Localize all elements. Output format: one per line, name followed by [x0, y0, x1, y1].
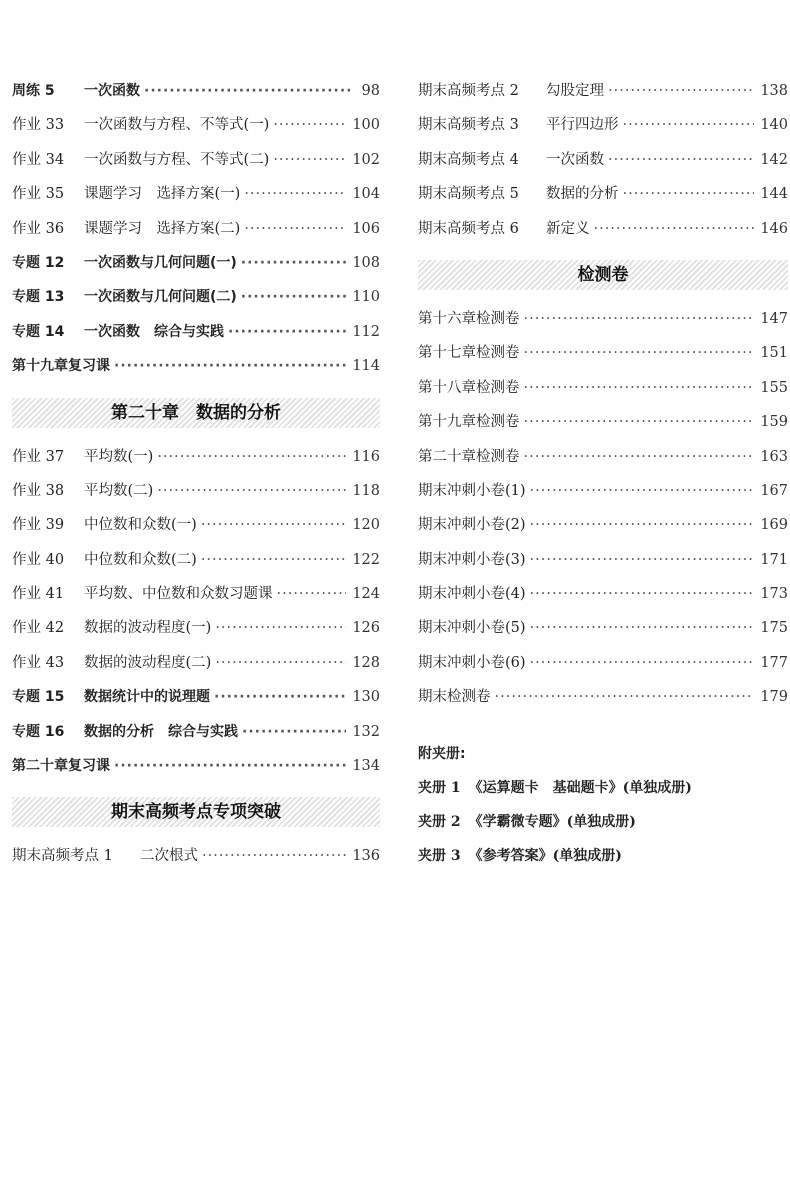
entry-page-number: 140 [760, 117, 788, 134]
leader-dots [608, 74, 754, 108]
entry-label: 专题 13 [12, 289, 65, 306]
toc-entry[interactable] [418, 212, 788, 246]
appendix-item-text: 《运算题卡 基础题卡》(单独成册) [468, 779, 692, 796]
leader-dots [524, 405, 755, 439]
entry-title: 数据的分析 [546, 186, 619, 203]
entry-page-number: 173 [760, 586, 788, 603]
entry-page-number: 126 [352, 620, 380, 637]
spacer [418, 246, 788, 260]
leader-dots [623, 177, 755, 211]
toc-entry[interactable] [418, 543, 788, 577]
entry-label: 作业 40 [12, 551, 65, 568]
entry-title: 期末冲刺小卷(1) [418, 482, 526, 499]
entry-title: 第十九章复习课 [12, 358, 110, 375]
entry-label: 期末高频考点 5 [418, 186, 519, 203]
toc-entry[interactable] [418, 474, 788, 508]
toc-entry[interactable] [418, 108, 788, 142]
entry-label: 作业 33 [12, 117, 65, 134]
entry-page-number: 98 [361, 83, 380, 99]
entry-label: 期末高频考点 2 [418, 83, 519, 99]
appendix-item[interactable] [418, 839, 788, 873]
entry-label: 专题 12 [12, 254, 65, 271]
entry-page-number: 102 [352, 151, 380, 168]
toc-entry[interactable] [12, 749, 380, 783]
leader-dots [215, 611, 346, 645]
leader-dots [524, 371, 755, 405]
entry-page-number: 120 [352, 517, 380, 534]
entry-label: 期末高频考点 4 [418, 151, 519, 168]
entry-label: 作业 37 [12, 448, 65, 465]
entry-title: 数据的分析 综合与实践 [84, 723, 238, 740]
test-papers-banner [418, 260, 788, 290]
toc-entry[interactable] [418, 302, 788, 336]
toc-entry[interactable] [12, 246, 380, 280]
entry-title: 第二十章检测卷 [418, 448, 520, 465]
entry-label: 期末高频考点 6 [418, 220, 519, 237]
entry-title: 课题学习 选择方案(一) [84, 186, 241, 203]
entry-page-number: 179 [760, 689, 788, 706]
spacer [12, 428, 380, 440]
toc-entry[interactable] [12, 474, 380, 508]
entry-title: 一次函数 [546, 151, 604, 168]
entry-title: 勾股定理 [546, 83, 604, 99]
entry-page-number: 128 [352, 654, 380, 671]
toc-entry[interactable] [418, 440, 788, 474]
entry-page-number: 155 [760, 379, 788, 396]
entry-label: 专题 14 [12, 323, 65, 340]
entry-page-number: 104 [352, 186, 380, 203]
toc-entry[interactable] [12, 440, 380, 474]
toc-entry[interactable] [418, 508, 788, 542]
spacer [418, 290, 788, 302]
entry-page-number: 142 [760, 151, 788, 168]
entry-page-number: 171 [760, 551, 788, 568]
toc-entry[interactable] [12, 315, 380, 349]
entry-title: 期末冲刺小卷(4) [418, 586, 526, 603]
leader-dots [144, 74, 350, 108]
appendix-heading: 附夹册: [418, 745, 466, 762]
entry-page-number: 130 [352, 689, 380, 706]
entry-label: 作业 34 [12, 151, 65, 168]
leader-dots [530, 543, 755, 577]
toc-entry[interactable] [12, 108, 380, 142]
entry-label: 期末高频考点 3 [418, 117, 519, 134]
entry-label: 作业 42 [12, 620, 65, 637]
entry-title: 一次函数 综合与实践 [84, 323, 224, 340]
appendix-item-label: 夹册 2 [418, 814, 461, 831]
entry-page-number: 167 [760, 482, 788, 499]
appendix-item[interactable] [418, 771, 788, 805]
entry-page-number: 118 [352, 482, 380, 499]
appendix-item-text: 《学霸微专题》(单独成册) [468, 814, 636, 831]
toc-entry[interactable] [12, 280, 380, 314]
toc-entry[interactable] [12, 543, 380, 577]
entry-page-number: 163 [760, 448, 788, 465]
section-banner-title: 检测卷 [577, 264, 629, 285]
entry-title: 二次根式 [140, 848, 198, 865]
entry-title: 期末冲刺小卷(6) [418, 654, 526, 671]
appendix-item[interactable] [418, 805, 788, 839]
leader-dots [530, 474, 755, 508]
toc-entry[interactable] [12, 715, 380, 749]
leader-dots [273, 143, 346, 177]
section-banner-title: 期末高频考点专项突破 [111, 802, 281, 823]
toc-entry[interactable] [12, 611, 380, 645]
leader-dots [241, 246, 347, 280]
entry-page-number: 100 [352, 117, 380, 134]
leader-dots [524, 302, 755, 336]
toc-entry[interactable] [418, 336, 788, 370]
toc-entry[interactable] [12, 212, 380, 246]
toc-entry[interactable] [418, 577, 788, 611]
entry-title: 第十九章检测卷 [418, 414, 520, 431]
final-exam-banner [12, 797, 380, 827]
toc-entry[interactable] [12, 646, 380, 680]
toc-left-column [12, 74, 380, 874]
leader-dots [495, 680, 755, 714]
leader-dots [524, 440, 755, 474]
entry-title: 数据的波动程度(一) [84, 620, 212, 637]
entry-title: 数据统计中的说理题 [84, 689, 210, 706]
toc-entry[interactable] [418, 405, 788, 439]
leader-dots [530, 508, 755, 542]
entry-title: 平均数(二) [84, 482, 154, 499]
entry-title: 期末冲刺小卷(2) [418, 517, 526, 534]
appendix-section [418, 737, 788, 874]
entry-label: 作业 36 [12, 220, 65, 237]
entry-title: 平行四边形 [546, 117, 619, 134]
spacer [12, 827, 380, 839]
entry-page-number: 169 [760, 517, 788, 534]
entry-label: 周练 5 [12, 83, 55, 99]
toc-entry[interactable] [12, 508, 380, 542]
entry-title: 中位数和众数(一) [84, 517, 197, 534]
entry-page-number: 116 [352, 448, 380, 465]
entry-page-number: 177 [760, 654, 788, 671]
leader-dots [215, 646, 346, 680]
entry-page-number: 144 [760, 186, 788, 203]
entry-page-number: 136 [352, 848, 380, 865]
entry-page-number: 110 [352, 289, 380, 306]
entry-title: 第二十章复习课 [12, 758, 110, 775]
entry-page-number: 151 [760, 345, 788, 362]
leader-dots [202, 839, 346, 873]
entry-title: 一次函数与方程、不等式(二) [84, 151, 270, 168]
spacer [12, 384, 380, 398]
entry-title: 一次函数 [84, 83, 140, 99]
leader-dots [201, 543, 346, 577]
entry-page-number: 146 [760, 220, 788, 237]
toc-entry[interactable] [12, 74, 380, 108]
leader-dots [241, 280, 347, 314]
entry-title: 第十八章检测卷 [418, 379, 520, 396]
leader-dots [530, 577, 755, 611]
leader-dots [273, 108, 346, 142]
section-banner-title: 第二十章 数据的分析 [111, 402, 281, 423]
entry-page-number: 108 [352, 254, 380, 271]
entry-page-number: 112 [352, 323, 380, 340]
entry-label: 作业 41 [12, 586, 65, 603]
entry-page-number: 134 [352, 758, 380, 775]
toc-entry[interactable] [418, 680, 788, 714]
leader-dots [157, 474, 346, 508]
entry-title: 第十六章检测卷 [418, 310, 520, 327]
chapter-20-banner [12, 398, 380, 428]
toc-entry[interactable] [12, 577, 380, 611]
entry-title: 期末检测卷 [418, 689, 491, 706]
entry-title: 第十七章检测卷 [418, 345, 520, 362]
entry-page-number: 159 [760, 414, 788, 431]
entry-page-number: 122 [352, 551, 380, 568]
entry-title: 期末冲刺小卷(5) [418, 620, 526, 637]
leader-dots [530, 646, 755, 680]
toc-entry[interactable] [418, 646, 788, 680]
appendix-item-label: 夹册 1 [418, 779, 461, 796]
entry-title: 平均数(一) [84, 448, 154, 465]
entry-title: 数据的波动程度(二) [84, 654, 212, 671]
entry-title: 新定义 [546, 220, 590, 237]
toc-entry[interactable] [418, 177, 788, 211]
appendix-item-text: 《参考答案》(单独成册) [468, 848, 622, 865]
entry-title: 课题学习 选择方案(二) [84, 220, 241, 237]
entry-page-number: 106 [352, 220, 380, 237]
toc-entry[interactable] [12, 143, 380, 177]
leader-dots [608, 143, 754, 177]
entry-label: 期末高频考点 1 [12, 848, 113, 865]
leader-dots [594, 212, 755, 246]
entry-title: 一次函数与几何问题(二) [84, 289, 237, 306]
entry-page-number: 124 [352, 586, 380, 603]
toc-right-column [418, 74, 788, 874]
toc-entry[interactable] [418, 371, 788, 405]
entry-label: 作业 43 [12, 654, 65, 671]
entry-title: 期末冲刺小卷(3) [418, 551, 526, 568]
toc-entry[interactable] [418, 611, 788, 645]
entry-title: 中位数和众数(二) [84, 551, 197, 568]
leader-dots [530, 611, 755, 645]
entry-label: 作业 35 [12, 186, 65, 203]
leader-dots [242, 715, 346, 749]
entry-label: 作业 39 [12, 517, 65, 534]
leader-dots [214, 680, 346, 714]
leader-dots [277, 577, 347, 611]
entry-page-number: 138 [760, 83, 788, 99]
toc-entry[interactable] [12, 177, 380, 211]
entry-page-number: 132 [352, 723, 380, 740]
leader-dots [524, 336, 755, 370]
leader-dots [114, 349, 346, 383]
toc-entry[interactable] [12, 349, 380, 383]
spacer [12, 783, 380, 797]
entry-page-number: 175 [760, 620, 788, 637]
toc-entry[interactable] [12, 680, 380, 714]
entry-page-number: 114 [352, 358, 380, 375]
leader-dots [244, 212, 346, 246]
leader-dots [157, 440, 346, 474]
entry-title: 一次函数与几何问题(一) [84, 254, 237, 271]
toc-entry[interactable] [418, 74, 788, 108]
entry-title: 一次函数与方程、不等式(一) [84, 117, 270, 134]
entry-label: 作业 38 [12, 482, 65, 499]
leader-dots [201, 508, 346, 542]
appendix-item-label: 夹册 3 [418, 848, 461, 865]
leader-dots [623, 108, 755, 142]
entry-label: 专题 15 [12, 689, 65, 706]
leader-dots [244, 177, 346, 211]
entry-title: 平均数、中位数和众数习题课 [84, 586, 273, 603]
toc-entry[interactable] [418, 143, 788, 177]
toc-entry[interactable] [12, 839, 380, 873]
leader-dots [228, 315, 346, 349]
entry-label: 专题 16 [12, 723, 65, 740]
leader-dots [114, 749, 346, 783]
entry-page-number: 147 [760, 310, 788, 327]
